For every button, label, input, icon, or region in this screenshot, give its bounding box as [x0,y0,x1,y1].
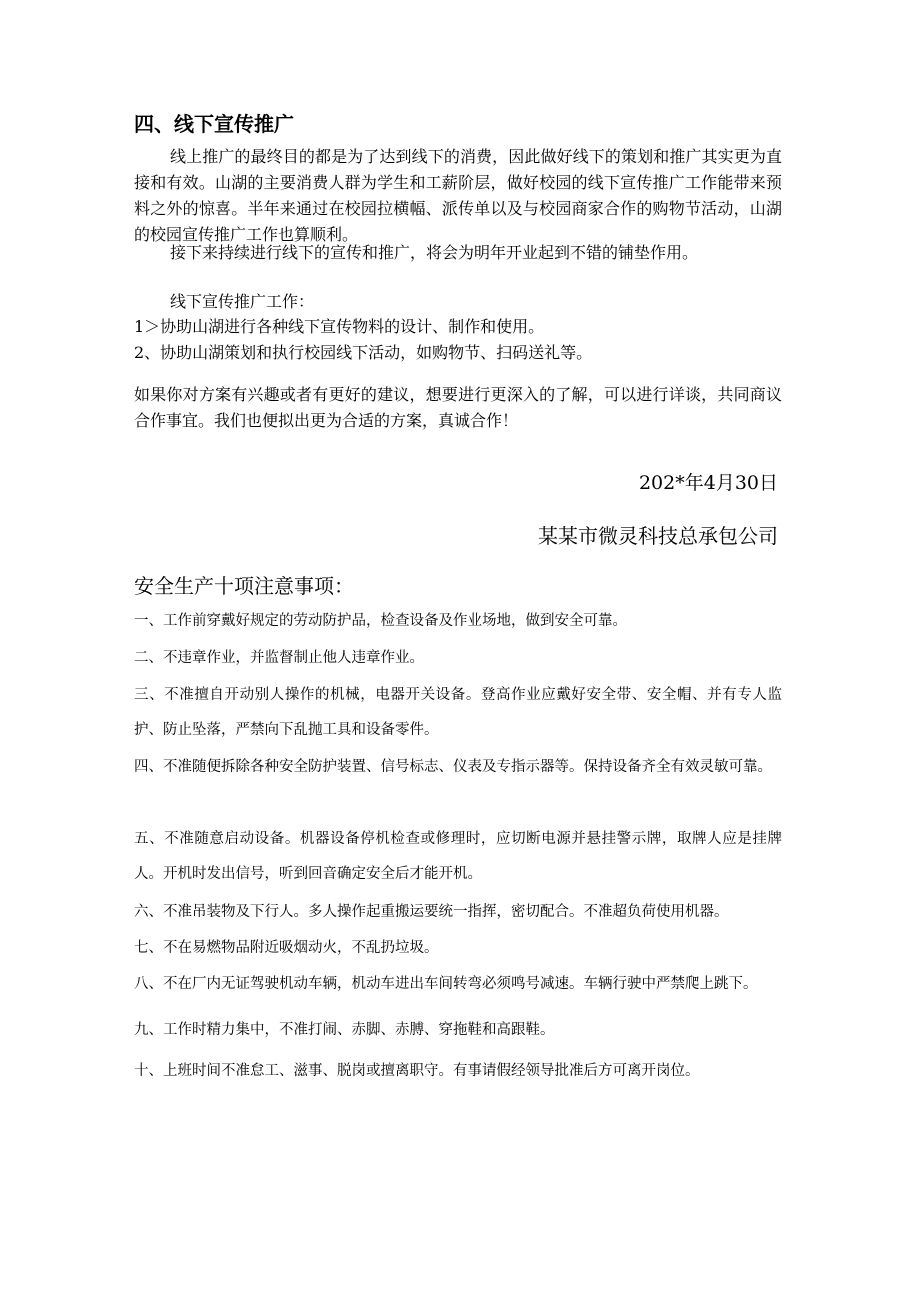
safety-item: 七、不在易燃物品附近吸烟动火，不乱扔垃圾。 [134,940,439,956]
safety-item: 三、不准擅自开动别人操作的机械，电器开关设备。登高作业应戴好安全带、安全帽、并有专人监护、防止坠落，严禁向下乱抛工具和设备零件。 [134,687,782,738]
safety-item: 八、不在厂内无证驾驶机动车辆，机动车进出车间转弯必须鸣号减速。车辆行驶中严禁爬上跳下。 [134,976,758,992]
safety-title: 安全生产十项注意事项： [134,574,354,598]
work-item: 2、协助山湖策划和执行校园线下活动，如购物节、扫码送礼等。 [134,343,593,362]
closing-paragraph: 如果你对方案有兴趣或者有更好的建议，想要进行更深入的了解，可以进行详谈，共同商议合作事宜。我们也便拟出更为合适的方案，真诚合作！ [134,385,782,430]
safety-item: 二、不违章作业，并监督制止他人违章作业。 [134,650,424,666]
safety-item: 九、工作时精力集中，不准打闹、赤脚、赤膊、穿拖鞋和高跟鞋。 [134,1022,555,1038]
paragraph-continue-promotion: 接下来持续进行线下的宣传和推广，将会为明年开业起到不错的铺垫作用。 [170,243,699,262]
signature-company: 某某市微灵科技总承包公司 [538,524,778,548]
safety-item: 五、不准随意启动设备。机器设备停机检查或修理时，应切断电源并悬挂警示牌，取牌人应是挂牌人。开机时发出信号，听到回音确定安全后才能开机。 [134,831,782,882]
safety-item: 六、不准吊装物及下行人。多人操作起重搬运要统一指挥，密切配合。不准超负荷使用机器。 [134,904,729,920]
section-heading: 四、线下宣传推广 [134,112,294,136]
safety-item: 十、上班时间不准怠工、滋事、脱岗或擅离职守。有事请假经领导批准后方可离开岗位。 [134,1063,700,1079]
work-label: 线下宣传推广工作： [170,292,315,311]
safety-item: 四、不准随便拆除各种安全防护装置、信号标志、仪表及专指示器等。保持设备齐全有效灵敏可靠。 [134,759,772,775]
safety-item: 一、工作前穿戴好规定的劳动防护品，检查设备及作业场地，做到安全可靠。 [134,613,627,629]
paragraph-online-offline: 线上推广的最终目的都是为了达到线下的消费，因此做好线下的策划和推广其实更为直接和有效。山湖的主要消费人群为学生和工薪阶层，做好校园的线下宣传推广工作能带来预料之外的惊喜。半年来通过在校园拉横幅、派传单以及与校园商家合作的购物节活动，山湖的校园宣传推广工作也算顺利。 [134,147,782,244]
signature-date: 202*年4月30日 [638,472,778,494]
work-item: 1＞协助山湖进行各种线下宣传物料的设计、制作和使用。 [134,317,545,336]
